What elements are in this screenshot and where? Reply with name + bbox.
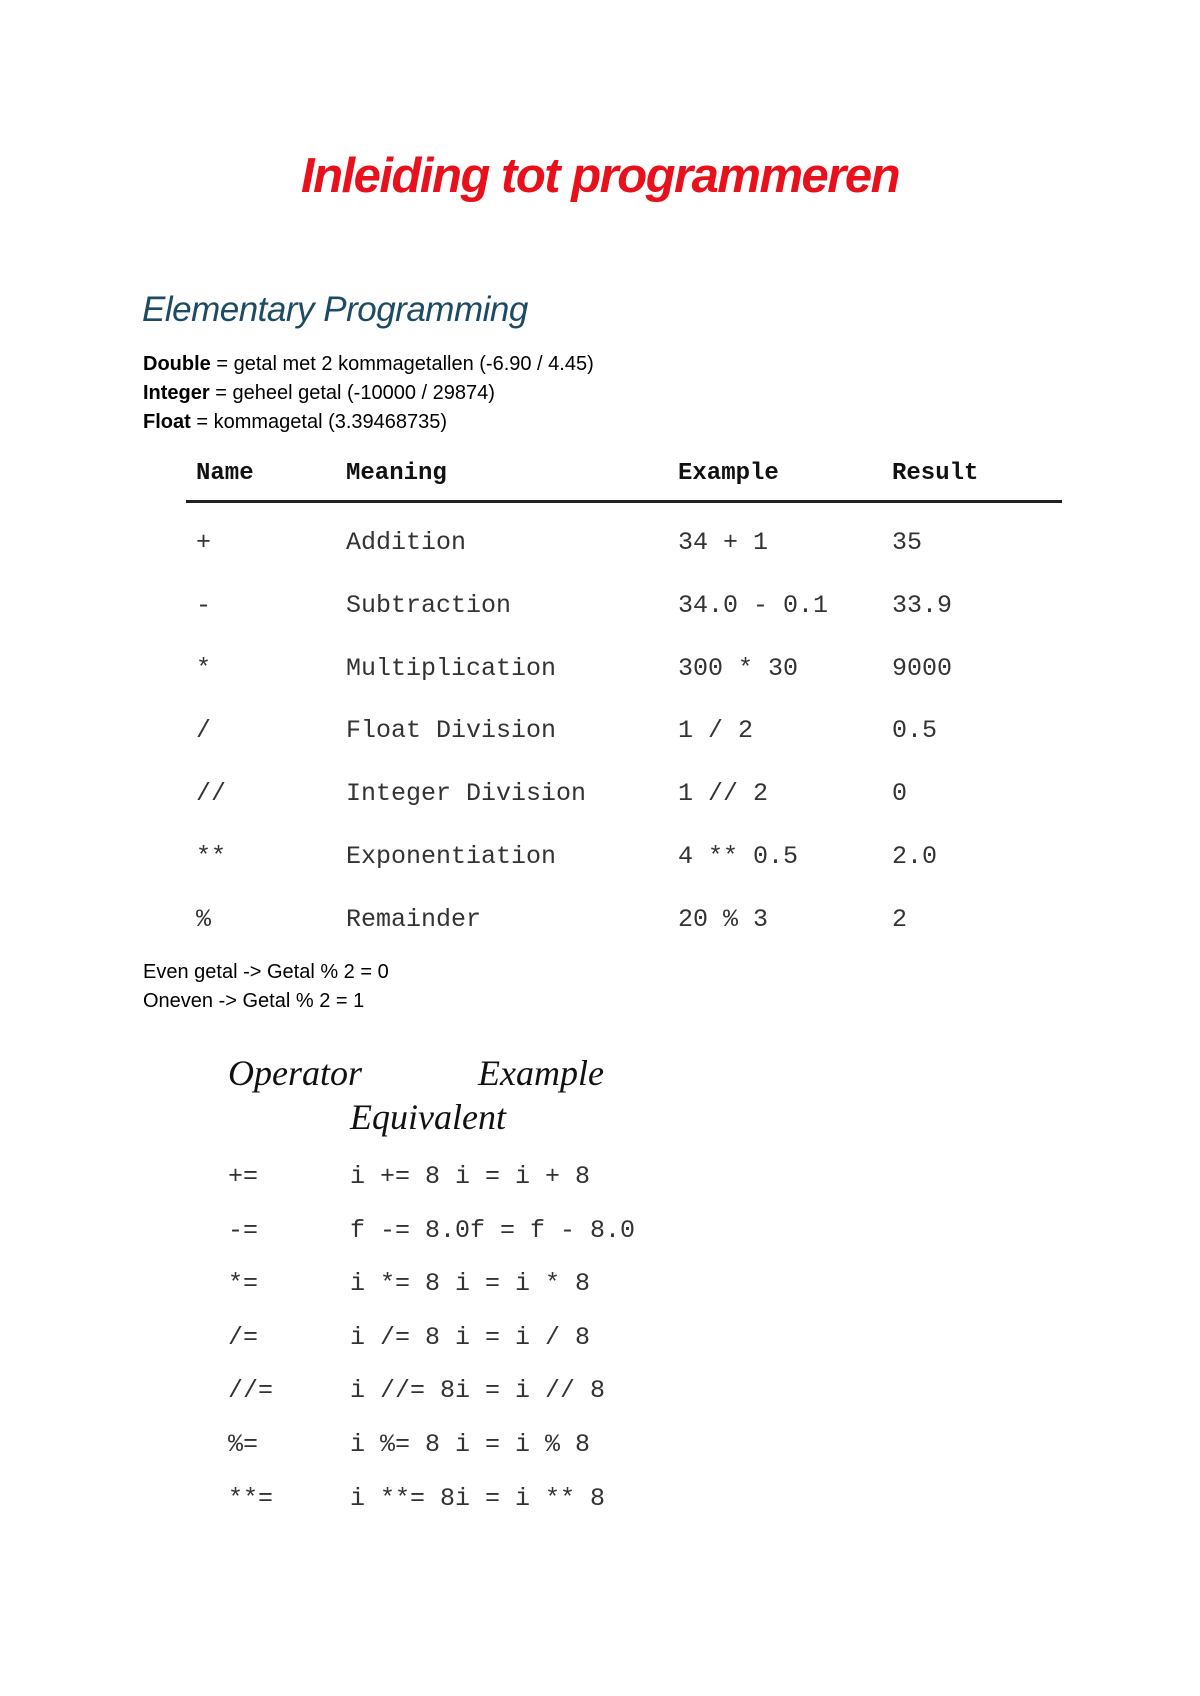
operator-result: 35: [892, 528, 923, 557]
operators-table: [186, 460, 1062, 940]
operator-meaning: Addition: [346, 528, 467, 557]
operator-example: 34 + 1: [678, 528, 769, 557]
operator-result: 9000: [892, 653, 953, 683]
definition-double: [143, 350, 594, 379]
table-row: [186, 575, 1062, 638]
operator-result: 0.5: [892, 716, 938, 746]
operator-meaning: Subtraction: [346, 590, 512, 620]
operator-example: 300 * 30: [678, 653, 799, 683]
operator-symbol: +: [196, 528, 212, 557]
assignment-operator: *=: [228, 1269, 259, 1299]
header-name: Name: [196, 460, 254, 487]
table-row: [186, 700, 1062, 763]
operator-symbol: **: [196, 841, 227, 871]
assignment-operator: %=: [228, 1430, 259, 1459]
operator-result: 0: [892, 779, 908, 809]
operator-meaning: Remainder: [346, 904, 482, 934]
header-example: Example: [478, 1053, 604, 1093]
operator-result: 2: [892, 904, 908, 934]
assignment-example: i %= 8 i = i % 8: [350, 1430, 591, 1459]
header-example: Example: [678, 460, 779, 487]
operator-example: 20 % 3: [678, 904, 769, 934]
definition-text: = getal met 2 kommagetallen (-6.90 / 4.45): [210, 353, 594, 375]
header-operator: Operator: [228, 1053, 362, 1093]
parity-notes: [143, 958, 389, 1016]
operator-meaning: Float Division: [346, 716, 557, 746]
header-divider: [186, 500, 1062, 503]
table-row: [186, 512, 1062, 575]
operator-symbol: %: [196, 904, 212, 934]
operator-meaning: Integer Division: [346, 779, 587, 809]
table-row: [186, 889, 1062, 952]
definition-text: = kommagetal (3.39468735): [190, 411, 448, 433]
note-even: Even getal -> Getal % 2 = 0: [143, 961, 389, 983]
operator-result: 33.9: [892, 590, 953, 620]
definition-term: Float: [143, 411, 191, 433]
definition-term: Double: [143, 353, 211, 375]
operator-example: 1 / 2: [678, 716, 754, 746]
operator-result: 2.0: [892, 841, 938, 871]
assignment-example: i /= 8 i = i / 8: [350, 1322, 591, 1352]
assignment-operator: -=: [228, 1215, 259, 1245]
page-title: Inleiding tot programmeren: [300, 149, 900, 203]
assignment-operator: /=: [228, 1322, 259, 1352]
header-result: Result: [892, 460, 979, 487]
definition-integer: [143, 379, 594, 408]
section-title: Elementary Programming: [142, 290, 528, 329]
operator-symbol: -: [196, 590, 212, 620]
table-body: [186, 512, 1062, 952]
operator-example: 4 ** 0.5: [678, 841, 799, 871]
type-definitions: [143, 350, 594, 437]
assignment-example: i *= 8 i = i * 8: [350, 1269, 591, 1299]
operator-meaning: Exponentiation: [346, 841, 557, 871]
assignment-example: i += 8 i = i + 8: [350, 1162, 591, 1191]
assignment-operator: //=: [228, 1376, 274, 1406]
operator-symbol: *: [196, 653, 212, 683]
header-meaning: Meaning: [346, 460, 447, 487]
assignment-example: f -= 8.0f = f - 8.0: [350, 1215, 636, 1245]
definition-text: = geheel getal (-10000 / 29874): [209, 382, 495, 404]
assignment-example: i //= 8i = i // 8: [350, 1376, 606, 1406]
note-odd: Oneven -> Getal % 2 = 1: [143, 990, 365, 1012]
operator-example: 34.0 - 0.1: [678, 590, 829, 620]
table-row: [186, 763, 1062, 826]
assignment-operator: **=: [228, 1483, 274, 1513]
operator-meaning: Multiplication: [346, 653, 557, 683]
assignment-operator: +=: [228, 1162, 259, 1191]
table-header: [186, 460, 1062, 500]
operator-symbol: /: [196, 716, 212, 746]
definition-float: [143, 408, 594, 437]
operator-symbol: //: [196, 779, 227, 809]
operator-example: 1 // 2: [678, 779, 769, 809]
table-row: [186, 638, 1062, 701]
table-row: [186, 826, 1062, 889]
definition-term: Integer: [143, 382, 210, 404]
assignment-example: i **= 8i = i ** 8: [350, 1483, 606, 1513]
header-equivalent: Equivalent: [350, 1097, 506, 1137]
